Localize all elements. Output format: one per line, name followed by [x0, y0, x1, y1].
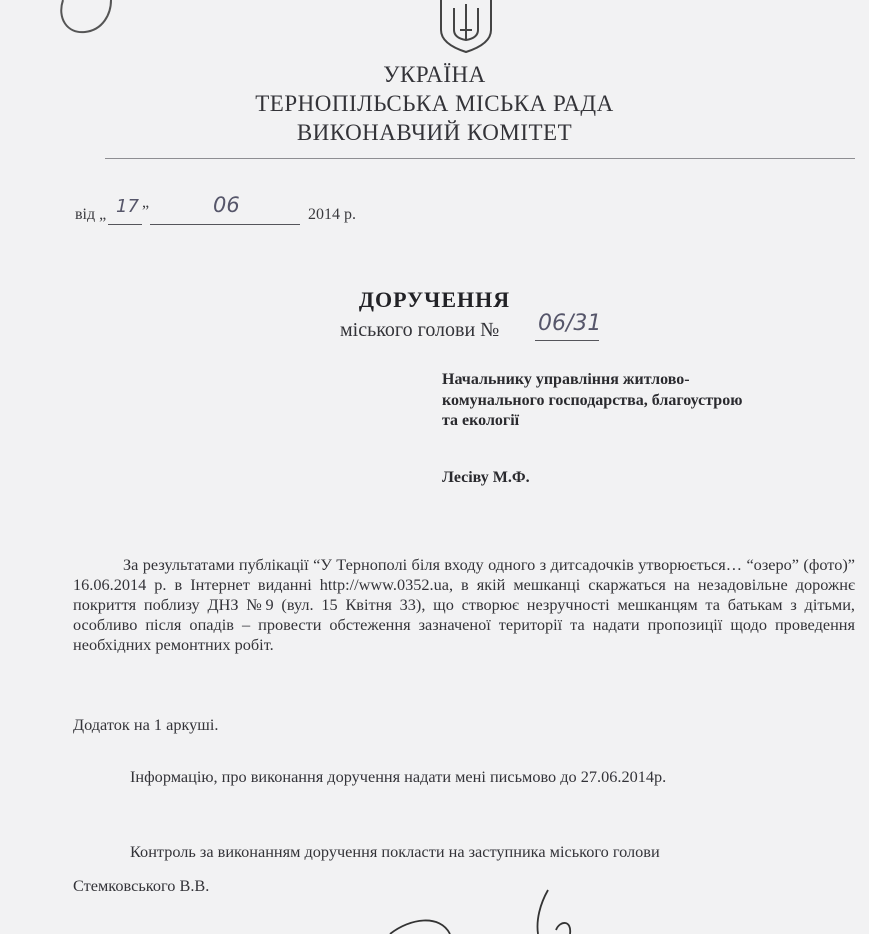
date-day-close: ” [142, 203, 150, 220]
addressee-line-2: комунального господарства, благоустрою [442, 391, 743, 409]
header-committee: ВИКОНАВЧИЙ КОМІТЕТ [296, 120, 573, 145]
header-divider [105, 158, 855, 159]
date-day: 17 [116, 196, 139, 217]
date-month: 06 [213, 193, 240, 217]
date-year: 2014 р. [308, 206, 356, 223]
addressee-name: Лесіву М.Ф. [442, 469, 530, 486]
addressee-line-1: Начальнику управління житлово- [442, 371, 690, 388]
date-day-underline [108, 224, 142, 225]
date-prefix: від „ [75, 206, 107, 223]
document-number-underline [535, 340, 599, 341]
document-title: ДОРУЧЕННЯ [358, 287, 511, 312]
coat-of-arms-icon [438, 0, 494, 54]
document-number: 06/31 [538, 311, 602, 336]
addressee-line-3: та екології [442, 412, 520, 429]
body-paragraph-3-line-1: Контроль за виконанням доручення покласти на заступника міського голови [130, 842, 660, 861]
body-paragraph-3-line-2: Стемковського В.В. [73, 876, 210, 895]
date-month-underline [150, 224, 300, 225]
addressee-block [442, 370, 862, 432]
body-paragraph-1 [73, 555, 855, 655]
header-country: УКРАЇНА [383, 62, 486, 87]
signature-mark [380, 880, 600, 934]
body-paragraph-2: Інформацію, про виконання доручення надати мені письмово до 27.06.2014р. [130, 767, 667, 786]
header-council: ТЕРНОПІЛЬСЬКА МІСЬКА РАДА [255, 91, 614, 116]
document-subtitle: міського голови № [340, 319, 500, 341]
body-paragraph-1-text: За результатами публікації “У Тернополі біля входу одного з дитсадочків утворюється… “озеро” (фото)” 16.06.2014 р. в Інтернет виданні http://www.0352.ua, в якій мешканці скаржаться на незадовільне дорожнє покриття поблизу ДНЗ №9 (вул. 15 Квітня 33), що створює незручності мешканцям та батькам з дітьми, особливо після опадів – провести обстеження зазначеної території та надати пропозиції щодо проведення необхідних ремонтних робіт. [73, 555, 855, 654]
binder-hole-mark [45, 0, 115, 40]
attachment-note: Додаток на 1 аркуші. [73, 715, 219, 734]
